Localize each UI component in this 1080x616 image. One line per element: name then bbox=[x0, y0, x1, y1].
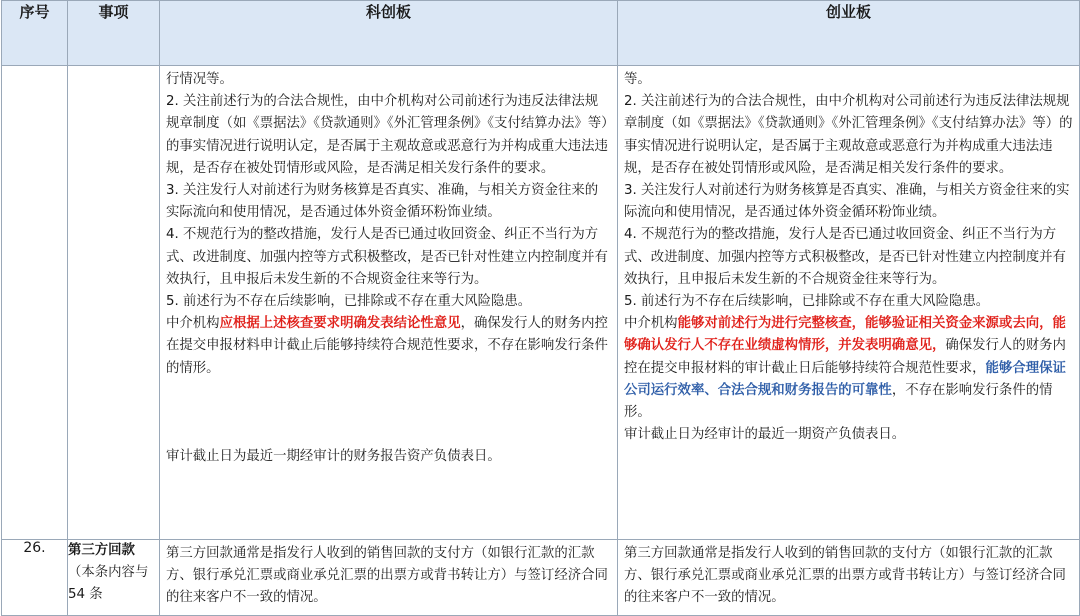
header-star-market: 科创板 bbox=[160, 1, 618, 66]
star-para-2: 3. 关注发行人对前述行为财务核算是否真实、准确，与相关方资金往来的实际流向和使用情况，是否通过体外资金循环粉饰业绩。 bbox=[166, 183, 599, 221]
gem-para-5-mid: 确保发行人的财务内控在提交申报材料的审计截止日后能够持续符合规范性要求， bbox=[624, 338, 1066, 376]
star-para-0: 行情况等。 bbox=[166, 72, 233, 87]
star-para-1: 2. 关注前述行为的合法合规性，由中介机构对公司前述行为违反法律法规规章制度（如《票据法》《贷款通则》《外汇管理条例》《支付结算办法》等）的事实情况进行说明认定，是否属于主观故意或恶意行为并构成重大违法违规，是否存在被处罚情形或风险，是否满足相关发行条件的要求。 bbox=[166, 94, 608, 176]
row1-item-cell bbox=[68, 66, 160, 540]
row2-item-note: （本条内容与 54 条 bbox=[68, 565, 149, 603]
gem-para-3: 4. 不规范行为的整改措施，发行人是否已通过收回资金、纠正不当行为方式、改进制度、加强内控等方式积极整改，是否已针对性建立内控制度并有效执行，且申报后未发生新的不合规资金往来等行为。 bbox=[624, 227, 1066, 287]
table-row bbox=[2, 540, 1080, 616]
header-item: 事项 bbox=[68, 1, 160, 66]
star-para-5 bbox=[166, 313, 611, 380]
gem-highlight-red: 能够对前述行为进行完整核查，能够验证相关资金来源或去向，能够确认发行人不存在业绩虚构情形，并发表明确意见， bbox=[624, 316, 1066, 354]
row2-star-text: 第三方回款通常是指发行人收到的销售回款的支付方（如银行汇款的汇款方、银行承兑汇票或商业承兑汇票的出票方或背书转让方）与签订经济合同的往来客户不一致的情况。 bbox=[166, 546, 608, 606]
gem-para-4: 5. 前述行为不存在后续影响，已排除或不存在重大风险隐患。 bbox=[624, 294, 990, 310]
star-para-5-tail: ，确保发行人的财务内控在提交申报材料申计截止后能够持续符合规范性要求，不存在影响发行条件的情形。 bbox=[166, 316, 608, 376]
gem-para-2: 3. 关注发行人对前述行为财务核算是否真实、准确，与相关方资金往来的实际流向和使用情况，是否通过体外资金循环粉饰业绩。 bbox=[624, 183, 1070, 221]
row2-no: 26. bbox=[2, 540, 68, 616]
gem-highlight-blue: 能够合理保证公司运行效率、合法合规和财务报告的可靠性 bbox=[624, 360, 1066, 398]
star-para-3: 4. 不规范行为的整改措施，发行人是否已通过收回资金、纠正不当行为方式、改进制度、加强内控等方式积极整改，是否已针对性建立内控制度并有效执行，且申报后未发生新的不合规资金往来等行为。 bbox=[166, 227, 608, 287]
header-row bbox=[2, 1, 1080, 66]
star-para-5-lead: 中介机构 bbox=[166, 316, 220, 332]
comparison-table bbox=[1, 0, 1080, 616]
star-para-6: 审计截止日为最近一期经审计的财务报告资产负债表日。 bbox=[166, 448, 501, 464]
gem-para-6: 审计截止日为经审计的最近一期资产负债表日。 bbox=[624, 427, 906, 443]
gem-para-1: 2. 关注前述行为的合法合规性，由中介机构对公司前述行为违反法律法规规章制度（如《票据法》《贷款通则》《外汇管理条例》《支付结算办法》等）的事实情况进行说明认定，是否属于主观故意或恶意行为并构成重大违法违规，是否存在被处罚情形或风险，是否满足相关发行条件的要求。 bbox=[624, 94, 1073, 176]
header-gem: 创业板 bbox=[618, 1, 1080, 66]
row2-gem-cell bbox=[618, 540, 1080, 616]
gem-para-5-tail: ，不存在影响发行条件的情形。 bbox=[624, 382, 1053, 421]
row2-star-cell bbox=[160, 540, 618, 616]
row1-gem-cell bbox=[618, 66, 1080, 540]
row2-item-title: 第三方回款 bbox=[68, 543, 135, 558]
row2-gem-text: 第三方回款通常是指发行人收到的销售回款的支付方（如银行汇款的汇款方、银行承兑汇票或商业承兑汇票的出票方或背书转让方）与签订经济合同的往来客户不一致的情况。 bbox=[624, 546, 1066, 606]
row1-star-cell bbox=[160, 66, 618, 540]
table-row bbox=[2, 66, 1080, 540]
star-para-4: 5. 前述行为不存在后续影响，已排除或不存在重大风险隐患。 bbox=[166, 294, 532, 310]
gem-para-0: 等。 bbox=[624, 72, 651, 87]
gem-para-5 bbox=[624, 313, 1073, 424]
header-no: 序号 bbox=[2, 1, 68, 66]
star-highlight-red: 应根据上述核查要求明确发表结论性意见 bbox=[219, 316, 461, 332]
row2-item bbox=[68, 540, 160, 616]
gem-para-5-lead: 中介机构 bbox=[624, 316, 678, 332]
row1-no-cell bbox=[2, 66, 68, 540]
